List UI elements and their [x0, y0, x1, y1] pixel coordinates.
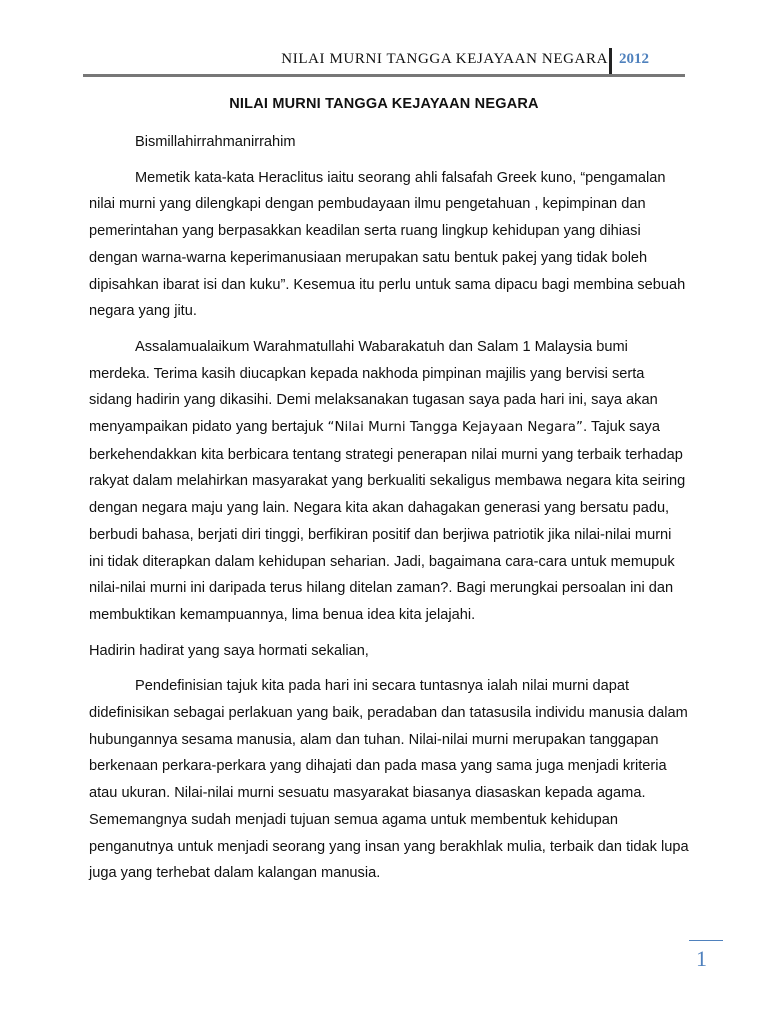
header-title: NILAI MURNI TANGGA KEJAYAAN NEGARA [281, 51, 608, 67]
footer-rule [689, 940, 723, 941]
paragraph-3: Pendefinisian tajuk kita pada hari ini secara tuntasnya ialah nilai murni dapat didefinisikan sebagai perlakuan yang baik, peradaban dan tatasusila individu manusia dalam hubungannya sesama manusia, alam dan tuhan. Nilai-nilai murni merupakan tanggapan berkenaan perkara-perkara yang dihajati dan pada masa yang sama juga menjadi kriteria atau ukuran. Nilai-nilai murni sesuatu masyarakat biasanya diasaskan kepada agama. Sememangnya sudah menjadi tujuan semua agama untuk membentuk kehidupan penganutnya untuk menjadi seorang yang insan yang berakhlak mulia, terbaik dan tidak lupa juga yang terhebat dalam kalangan manusia. [89, 678, 689, 882]
salutation: Hadirin hadirat yang saya hormati sekalian, [89, 642, 369, 659]
document-body [89, 129, 689, 887]
header-year: 2012 [619, 51, 649, 67]
greeting: Bismillahirrahmanirrahim [135, 134, 296, 150]
paragraph-2-text-before: Assalamualaikum Warahmatullahi Wabarakatuh dan Salam 1 Malaysia bumi merdeka. Terima kasih diucapkan kepada nakhoda pimpinan majilis yang bervisi serta sidang hadirin yang dikasihi. Demi melaksanakan tugasan saya pada hari ini, saya akan menyampaikan pidato yang bertajuk [89, 338, 658, 436]
document-title: NILAI MURNI TANGGA KEJAYAAN NEGARA [229, 96, 539, 112]
header-divider [609, 48, 612, 74]
paragraph-2 [89, 334, 689, 629]
paragraph-1: Memetik kata-kata Heraclitus iaitu seorang ahli falsafah Greek kuno, “pengamalan nilai murni yang dilengkapi dengan pembudayaan ilmu pengetahuan , kepimpinan dan pemerintahan yang berpasakkan keadilan serta ruang lingkup kehidupan yang dihiasi dengan warna-warna keperimanusiaan merupakan satu bentuk pakej yang tidak boleh dipisahkan ibarat isi dan kuku”. Kesemua itu perlu untuk sama dipacu bagi membina sebuah negara yang jitu. [89, 169, 686, 320]
page-number: 1 [696, 946, 707, 971]
page-header [0, 48, 768, 74]
paragraph-2-text-after: Tajuk saya berkehendakkan kita berbicara tentang strategi penerapan nilai murni yang terbaik terhadap rakyat dalam melahirkan masyarakat yang berkualiti sekaligus membawa negara kita seiring dengan negara maju yang lain. Negara kita akan dahagakan generasi yang bersatu padu, berbudi bahasa, berjati diri tinggi, berfikiran positif dan berjiwa patriotik jika nilai-nilai murni ini tidak diterapkan dalam kehidupan seharian. Jadi, bagaimana cara-cara untuk memupuk nilai-nilai murni ini daripada terus hilang ditelan zaman?. Bagi merungkai persoalan ini dan membuktikan kemampuannya, lima benua idea kita jelajahi. [89, 419, 686, 623]
header-rule [83, 74, 685, 77]
speech-title-quote: “Nilai Murni Tangga Kejayaan Negara”. [327, 420, 588, 436]
